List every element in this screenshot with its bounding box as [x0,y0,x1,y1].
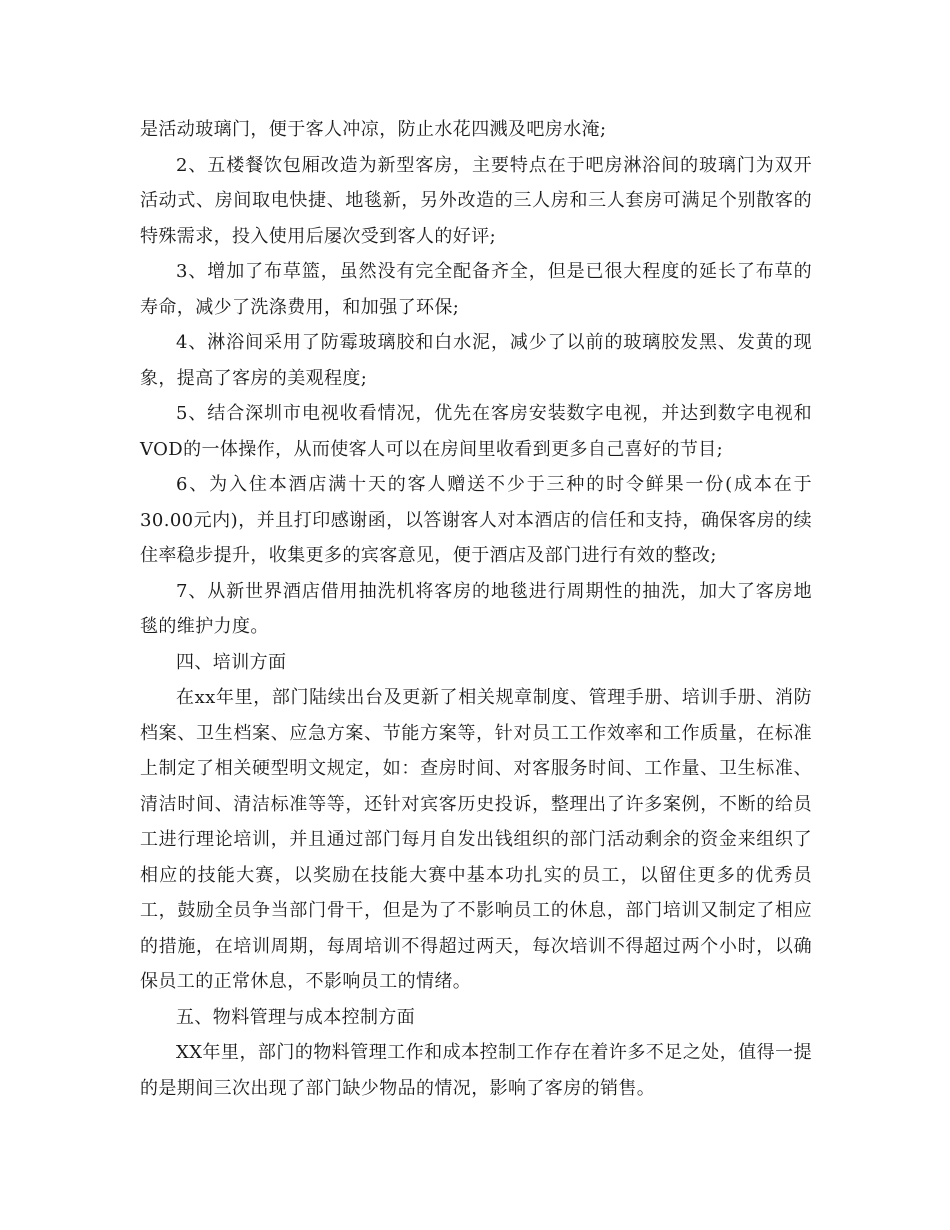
paragraph-item-2: 2、五楼餐饮包厢改造为新型客房，主要特点在于吧房淋浴间的玻璃门为双开活动式、房间取电快捷、地毯新，另外改造的三人房和三人套房可满足个别散客的特殊需求，投入使用后屡次受到客人的好评; [140,154,812,247]
paragraph-item-3: 3、增加了布草篮，虽然没有完全配备齐全，但是已很大程度的延长了布草的寿命，减少了洗涤费用，和加强了环保; [140,261,812,318]
document-body [140,112,812,1106]
paragraph-materials-cost: XX年里，部门的物料管理工作和成本控制工作存在着许多不足之处，值得一提的是期间三次出现了部门缺少物品的情况，影响了客房的销售。 [140,1042,812,1099]
section-heading-materials-cost: 五、物料管理与成本控制方面 [176,1006,416,1028]
section-heading-training: 四、培训方面 [176,651,287,673]
paragraph-item-6: 6、为入住本酒店满十天的客人赠送不少于三种的时令鲜果一份(成本在于30.00元内)，并且打印感谢函，以答谢客人对本酒店的信任和支持，确保客房的续住率稳步提升，收集更多的宾客意见，便于酒店及部门进行有效的整改; [140,474,812,566]
paragraph-item-7: 7、从新世界酒店借用抽洗机将客房的地毯进行周期性的抽洗，加大了客房地毯的维护力度。 [140,580,812,637]
paragraph-training: 在xx年里，部门陆续出台及更新了相关规章制度、管理手册、培训手册、消防档案、卫生档案、应急方案、节能方案等，针对员工工作效率和工作质量，在标准上制定了相关硬型明文规定，如：查房时间、对客服务时间、工作量、卫生标准、清洁时间、清洁标准等等，还针对宾客历史投诉，整理出了许多案例，不断的给员工进行理论培训，并且通过部门每月自发出钱组织的部门活动剩余的资金来组织了相应的技能大赛，以奖励在技能大赛中基本功扎实的员工，以留住更多的优秀员工，鼓励全员争当部门骨干，但是为了不影响员工的休息，部门培训又制定了相应的措施，在培训周期，每周培训不得超过两天，每次培训不得超过两个小时，以确保员工的正常休息，不影响员工的情绪。 [140,687,812,992]
paragraph-item-5: 5、结合深圳市电视收看情况，优先在客房安装数字电视，并达到数字电视和VOD的一体操作，从而使客人可以在房间里收看到更多自己喜好的节目; [140,403,812,460]
paragraph-item-4: 4、淋浴间采用了防霉玻璃胶和白水泥，减少了以前的玻璃胶发黑、发黄的现象，提高了客房的美观程度; [140,332,812,389]
paragraph-continuation: 是活动玻璃门，便于客人冲凉，防止水花四溅及吧房水淹; [140,119,607,140]
